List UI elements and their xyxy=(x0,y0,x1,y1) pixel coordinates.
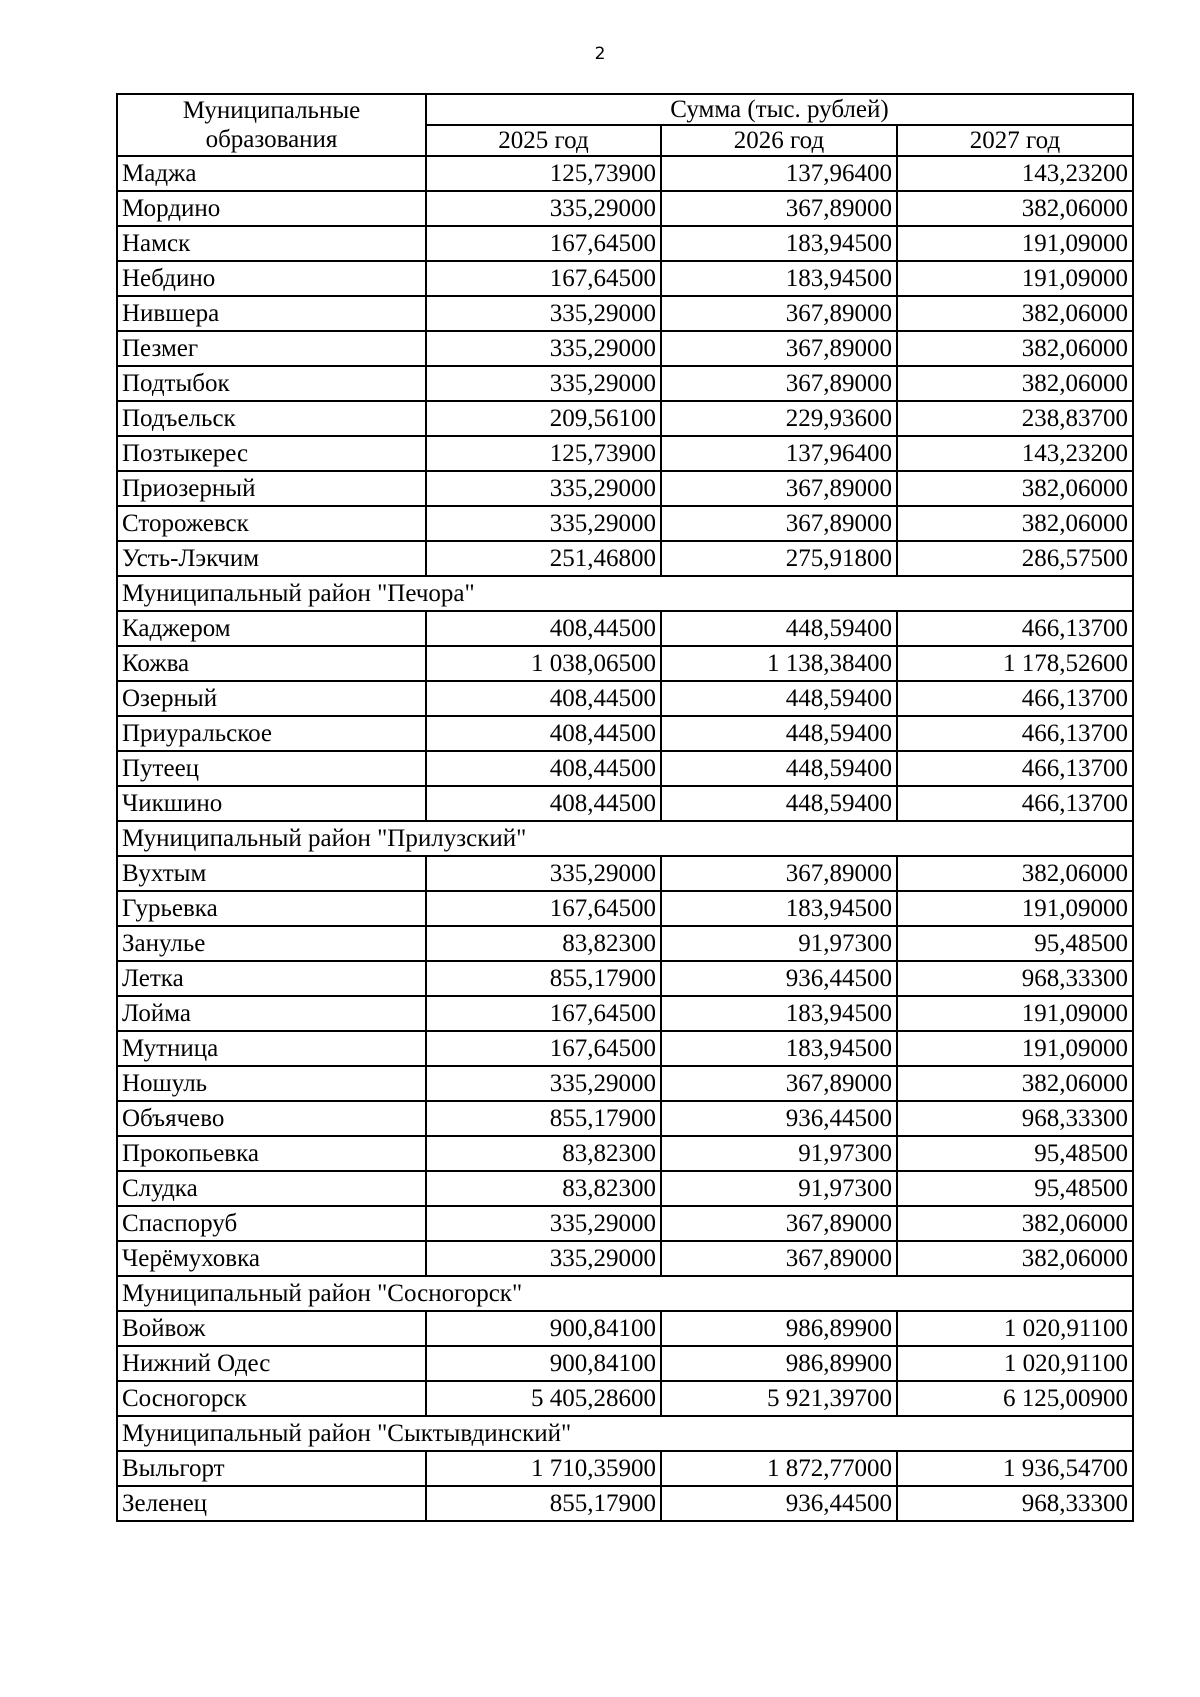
header-municipality-line1: Муниципальные xyxy=(182,97,361,124)
amount-2025: 167,64500 xyxy=(426,226,661,261)
amount-2025: 83,82300 xyxy=(426,1136,661,1171)
municipality-name: Лойма xyxy=(117,996,426,1031)
amount-2026: 367,89000 xyxy=(661,296,897,331)
amount-2027: 382,06000 xyxy=(897,331,1133,366)
amount-2026: 936,44500 xyxy=(661,961,897,996)
amount-2027: 191,09000 xyxy=(897,891,1133,926)
table-row xyxy=(117,1206,1133,1241)
amount-2025: 408,44500 xyxy=(426,751,661,786)
municipality-name: Нижний Одес xyxy=(117,1346,426,1381)
table-row xyxy=(117,261,1133,296)
amount-2025: 335,29000 xyxy=(426,1241,661,1276)
table-row xyxy=(117,786,1133,821)
table-row xyxy=(117,541,1133,576)
amount-2026: 91,97300 xyxy=(661,926,897,961)
municipality-name: Приуральское xyxy=(117,716,426,751)
amount-2027: 1 936,54700 xyxy=(897,1451,1133,1486)
amount-2025: 900,84100 xyxy=(426,1346,661,1381)
amount-2025: 855,17900 xyxy=(426,1101,661,1136)
municipality-name: Маджа xyxy=(117,156,426,191)
amount-2025: 335,29000 xyxy=(426,506,661,541)
header-year-2026: 2026 год xyxy=(661,125,897,156)
amount-2026: 91,97300 xyxy=(661,1171,897,1206)
amount-2027: 143,23200 xyxy=(897,436,1133,471)
amount-2027: 466,13700 xyxy=(897,751,1133,786)
amount-2026: 183,94500 xyxy=(661,996,897,1031)
amount-2026: 1 138,38400 xyxy=(661,646,897,681)
amount-2025: 335,29000 xyxy=(426,191,661,226)
header-year-2027: 2027 год xyxy=(897,125,1133,156)
amount-2025: 335,29000 xyxy=(426,366,661,401)
amount-2026: 183,94500 xyxy=(661,1031,897,1066)
table-row xyxy=(117,1171,1133,1206)
amount-2026: 91,97300 xyxy=(661,1136,897,1171)
municipality-name: Позтыкерес xyxy=(117,436,426,471)
amount-2027: 1 020,91100 xyxy=(897,1311,1133,1346)
amount-2026: 448,59400 xyxy=(661,611,897,646)
table-row xyxy=(117,191,1133,226)
amount-2027: 466,13700 xyxy=(897,611,1133,646)
amount-2027: 1 178,52600 xyxy=(897,646,1133,681)
header-sum-group: Сумма (тыс. рублей) xyxy=(426,94,1133,125)
municipality-name: Занулье xyxy=(117,926,426,961)
amount-2025: 167,64500 xyxy=(426,261,661,296)
amount-2026: 448,59400 xyxy=(661,716,897,751)
section-title: Муниципальный район "Сосногорск" xyxy=(117,1276,1133,1311)
table-row xyxy=(117,1241,1133,1276)
amount-2027: 191,09000 xyxy=(897,261,1133,296)
amount-2025: 1 038,06500 xyxy=(426,646,661,681)
amount-2027: 968,33300 xyxy=(897,961,1133,996)
amount-2026: 183,94500 xyxy=(661,891,897,926)
table-row xyxy=(117,226,1133,261)
municipality-name: Ношуль xyxy=(117,1066,426,1101)
municipality-name: Сторожевск xyxy=(117,506,426,541)
municipality-name: Мордино xyxy=(117,191,426,226)
table-row xyxy=(117,1381,1133,1416)
amount-2027: 466,13700 xyxy=(897,716,1133,751)
table-row xyxy=(117,331,1133,366)
header-year-2025: 2025 год xyxy=(426,125,661,156)
table-body xyxy=(117,156,1133,1521)
municipality-name: Мутница xyxy=(117,1031,426,1066)
table-row xyxy=(117,1066,1133,1101)
municipality-name: Гурьевка xyxy=(117,891,426,926)
amount-2027: 382,06000 xyxy=(897,366,1133,401)
section-title: Муниципальный район "Сыктывдинский" xyxy=(117,1416,1133,1451)
table-row xyxy=(117,1311,1133,1346)
amount-2027: 191,09000 xyxy=(897,1031,1133,1066)
amount-2027: 95,48500 xyxy=(897,926,1133,961)
municipality-name: Прокопьевка xyxy=(117,1136,426,1171)
section-row xyxy=(117,821,1133,856)
municipality-name: Летка xyxy=(117,961,426,996)
municipality-name: Небдино xyxy=(117,261,426,296)
amount-2027: 143,23200 xyxy=(897,156,1133,191)
amount-2025: 167,64500 xyxy=(426,996,661,1031)
municipality-name: Черёмуховка xyxy=(117,1241,426,1276)
amount-2026: 936,44500 xyxy=(661,1101,897,1136)
amount-2025: 408,44500 xyxy=(426,786,661,821)
municipality-name: Сосногорск xyxy=(117,1381,426,1416)
municipality-name: Приозерный xyxy=(117,471,426,506)
municipality-name: Каджером xyxy=(117,611,426,646)
amount-2026: 367,89000 xyxy=(661,191,897,226)
amount-2026: 448,59400 xyxy=(661,786,897,821)
table-row xyxy=(117,436,1133,471)
table-row xyxy=(117,506,1133,541)
amount-2025: 855,17900 xyxy=(426,1486,661,1521)
amount-2027: 968,33300 xyxy=(897,1101,1133,1136)
table-row xyxy=(117,716,1133,751)
table-row xyxy=(117,646,1133,681)
amount-2027: 286,57500 xyxy=(897,541,1133,576)
amount-2026: 367,89000 xyxy=(661,1206,897,1241)
municipality-name: Зеленец xyxy=(117,1486,426,1521)
amount-2025: 335,29000 xyxy=(426,471,661,506)
table-row xyxy=(117,1136,1133,1171)
amount-2027: 382,06000 xyxy=(897,506,1133,541)
amount-2025: 900,84100 xyxy=(426,1311,661,1346)
municipality-name: Усть-Лэкчим xyxy=(117,541,426,576)
section-row xyxy=(117,576,1133,611)
municipality-name: Подтыбок xyxy=(117,366,426,401)
amount-2027: 382,06000 xyxy=(897,1066,1133,1101)
municipality-name: Спаспоруб xyxy=(117,1206,426,1241)
amount-2026: 367,89000 xyxy=(661,1066,897,1101)
header-row-1 xyxy=(117,94,1133,125)
amount-2025: 408,44500 xyxy=(426,681,661,716)
amount-2027: 1 020,91100 xyxy=(897,1346,1133,1381)
municipality-name: Нившера xyxy=(117,296,426,331)
municipality-name: Выльгорт xyxy=(117,1451,426,1486)
amount-2027: 382,06000 xyxy=(897,1241,1133,1276)
amount-2025: 167,64500 xyxy=(426,1031,661,1066)
section-title: Муниципальный район "Прилузский" xyxy=(117,821,1133,856)
amount-2026: 183,94500 xyxy=(661,226,897,261)
amount-2025: 209,56100 xyxy=(426,401,661,436)
table-row xyxy=(117,926,1133,961)
section-row xyxy=(117,1416,1133,1451)
table-row xyxy=(117,156,1133,191)
header-municipality-line2: образования xyxy=(205,126,338,153)
amount-2026: 367,89000 xyxy=(661,506,897,541)
amount-2026: 448,59400 xyxy=(661,681,897,716)
amount-2027: 95,48500 xyxy=(897,1136,1133,1171)
amount-2027: 382,06000 xyxy=(897,1206,1133,1241)
table-row xyxy=(117,891,1133,926)
municipality-name: Пезмег xyxy=(117,331,426,366)
amount-2027: 382,06000 xyxy=(897,191,1133,226)
municipality-name: Вухтым xyxy=(117,856,426,891)
amount-2025: 335,29000 xyxy=(426,1206,661,1241)
municipality-name: Слудка xyxy=(117,1171,426,1206)
amount-2026: 5 921,39700 xyxy=(661,1381,897,1416)
page-number: 2 xyxy=(594,44,606,64)
table-row xyxy=(117,1101,1133,1136)
amount-2027: 466,13700 xyxy=(897,681,1133,716)
table-row xyxy=(117,296,1133,331)
amount-2027: 382,06000 xyxy=(897,471,1133,506)
municipality-name: Путеец xyxy=(117,751,426,786)
budget-table xyxy=(116,93,1134,1522)
amount-2026: 275,91800 xyxy=(661,541,897,576)
amount-2026: 448,59400 xyxy=(661,751,897,786)
amount-2025: 125,73900 xyxy=(426,156,661,191)
amount-2027: 238,83700 xyxy=(897,401,1133,436)
amount-2026: 367,89000 xyxy=(661,471,897,506)
amount-2025: 408,44500 xyxy=(426,611,661,646)
amount-2025: 335,29000 xyxy=(426,331,661,366)
amount-2027: 95,48500 xyxy=(897,1171,1133,1206)
table-row xyxy=(117,401,1133,436)
table-row xyxy=(117,366,1133,401)
amount-2025: 125,73900 xyxy=(426,436,661,471)
section-title: Муниципальный район "Печора" xyxy=(117,576,1133,611)
table-row xyxy=(117,996,1133,1031)
table-row xyxy=(117,961,1133,996)
amount-2025: 335,29000 xyxy=(426,296,661,331)
amount-2027: 6 125,00900 xyxy=(897,1381,1133,1416)
table-row xyxy=(117,1451,1133,1486)
amount-2027: 382,06000 xyxy=(897,856,1133,891)
amount-2026: 936,44500 xyxy=(661,1486,897,1521)
amount-2025: 408,44500 xyxy=(426,716,661,751)
amount-2025: 335,29000 xyxy=(426,1066,661,1101)
table-row xyxy=(117,1031,1133,1066)
municipality-name: Намск xyxy=(117,226,426,261)
amount-2026: 1 872,77000 xyxy=(661,1451,897,1486)
amount-2026: 367,89000 xyxy=(661,1241,897,1276)
table-row xyxy=(117,681,1133,716)
table-row xyxy=(117,751,1133,786)
municipality-name: Чикшино xyxy=(117,786,426,821)
amount-2025: 167,64500 xyxy=(426,891,661,926)
amount-2026: 986,89900 xyxy=(661,1346,897,1381)
table-row xyxy=(117,611,1133,646)
amount-2026: 367,89000 xyxy=(661,331,897,366)
amount-2027: 382,06000 xyxy=(897,296,1133,331)
section-row xyxy=(117,1276,1133,1311)
amount-2026: 367,89000 xyxy=(661,856,897,891)
municipality-name: Объячево xyxy=(117,1101,426,1136)
amount-2026: 137,96400 xyxy=(661,156,897,191)
table-row xyxy=(117,1486,1133,1521)
amount-2025: 335,29000 xyxy=(426,856,661,891)
amount-2025: 5 405,28600 xyxy=(426,1381,661,1416)
amount-2026: 367,89000 xyxy=(661,366,897,401)
amount-2025: 83,82300 xyxy=(426,926,661,961)
amount-2025: 1 710,35900 xyxy=(426,1451,661,1486)
amount-2027: 191,09000 xyxy=(897,996,1133,1031)
table-row xyxy=(117,471,1133,506)
municipality-name: Войвож xyxy=(117,1311,426,1346)
amount-2027: 191,09000 xyxy=(897,226,1133,261)
amount-2026: 986,89900 xyxy=(661,1311,897,1346)
amount-2025: 83,82300 xyxy=(426,1171,661,1206)
municipality-name: Подъельск xyxy=(117,401,426,436)
amount-2025: 251,46800 xyxy=(426,541,661,576)
municipality-name: Кожва xyxy=(117,646,426,681)
table-row xyxy=(117,1346,1133,1381)
header-municipality xyxy=(117,94,426,156)
municipality-name: Озерный xyxy=(117,681,426,716)
amount-2026: 183,94500 xyxy=(661,261,897,296)
amount-2025: 855,17900 xyxy=(426,961,661,996)
amount-2027: 466,13700 xyxy=(897,786,1133,821)
table-row xyxy=(117,856,1133,891)
amount-2027: 968,33300 xyxy=(897,1486,1133,1521)
amount-2026: 137,96400 xyxy=(661,436,897,471)
amount-2026: 229,93600 xyxy=(661,401,897,436)
